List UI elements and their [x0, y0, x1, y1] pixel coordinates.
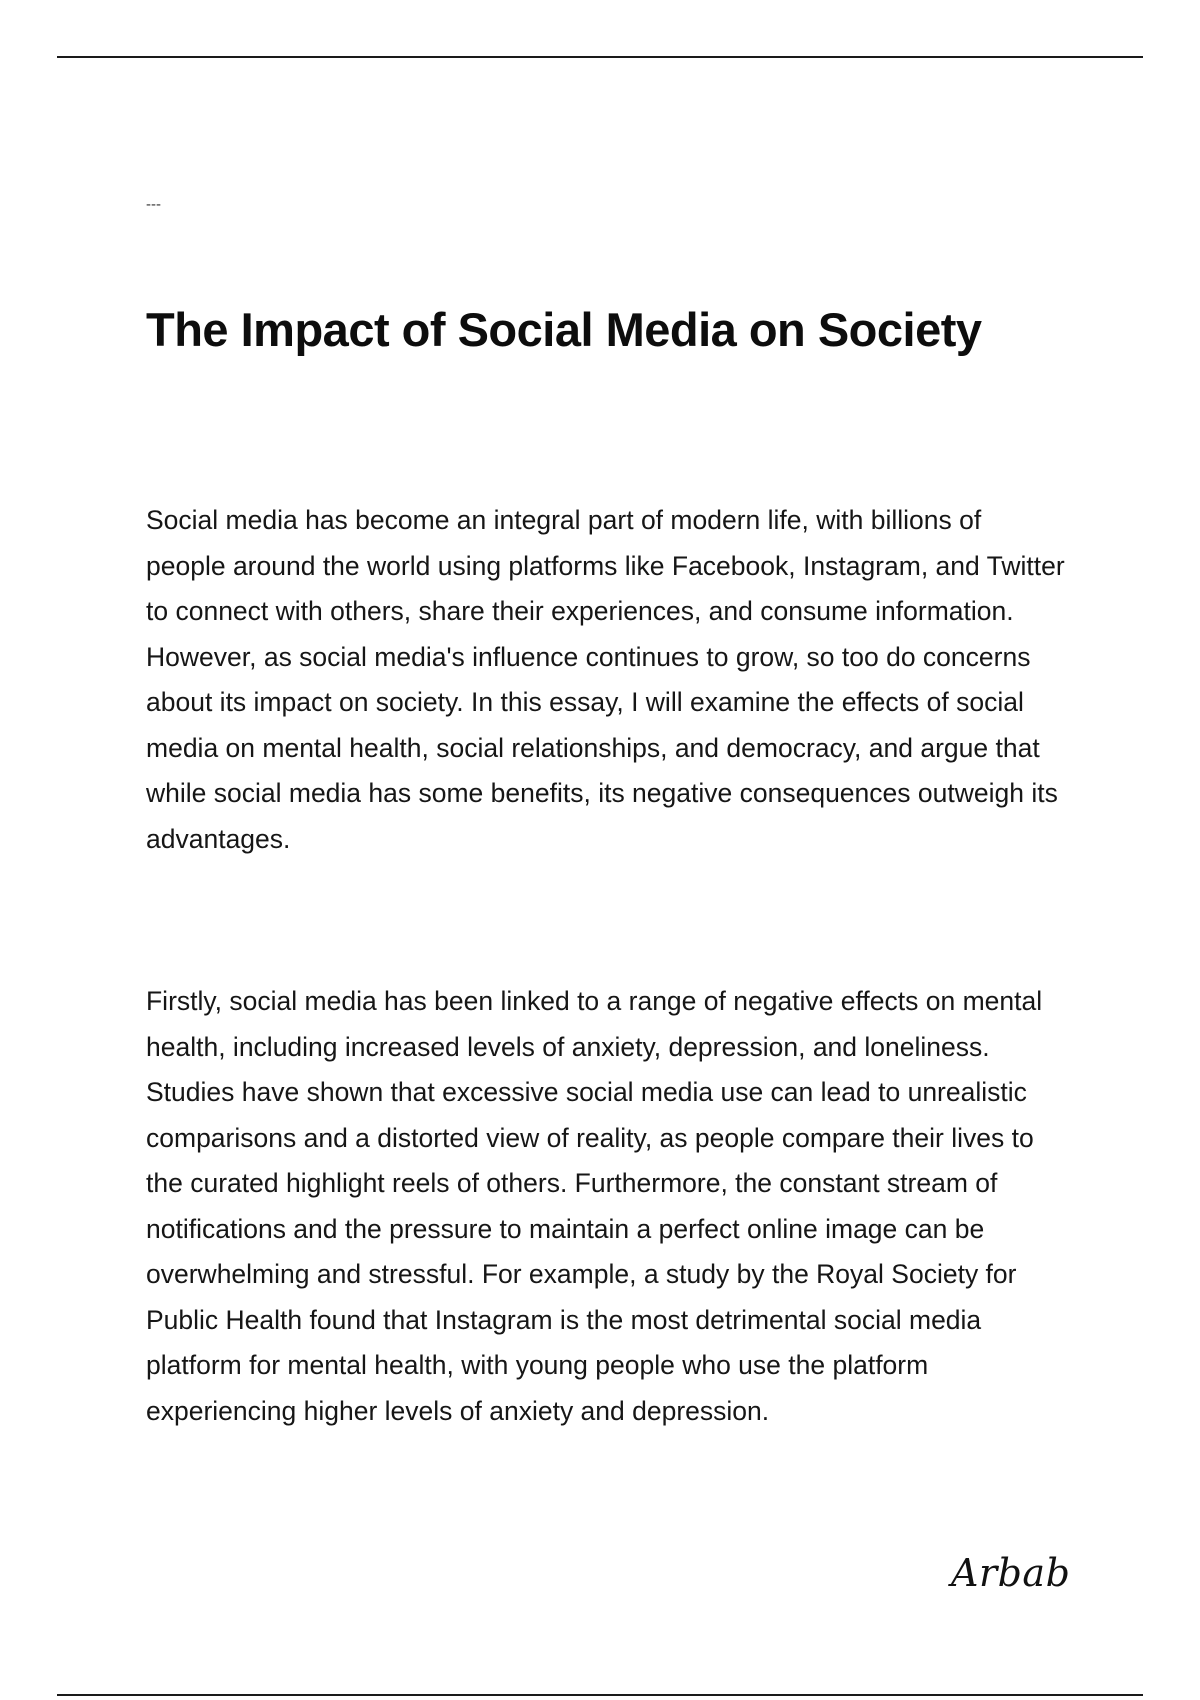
section-separator: --- [146, 196, 161, 213]
bottom-rule [57, 1694, 1143, 1696]
paragraph-intro: Social media has become an integral part of modern life, with billions of people around the world using platforms like Facebook, Instagram, and Twitter to connect with others, share their experiences, and consume information. However, as social media's influence continues to grow, so too do concerns about its impact on society. In this essay, I will examine the effects of social media on mental health, social relationships, and democracy, and argue that while social media has some benefits, its negative consequences outweigh its advantages. [146, 505, 1065, 854]
top-rule [57, 56, 1143, 58]
signature: Arbab [951, 1551, 1071, 1595]
paragraph-mental-health: Firstly, social media has been linked to a range of negative effects on mental health, including increased levels of anxiety, depression, and loneliness. Studies have shown that excessive social media use can lead to unrealistic comparisons and a distorted view of reality, as people compare their lives to the curated highlight reels of others. Furthermore, the constant stream of notifications and the pressure to maintain a perfect online image can be overwhelming and stressful. For example, a study by the Royal Society for Public Health found that Instagram is the most detrimental social media platform for mental health, with young people who use the platform experiencing higher levels of anxiety and depression. [146, 986, 1043, 1426]
document-title: The Impact of Social Media on Society [146, 303, 982, 356]
